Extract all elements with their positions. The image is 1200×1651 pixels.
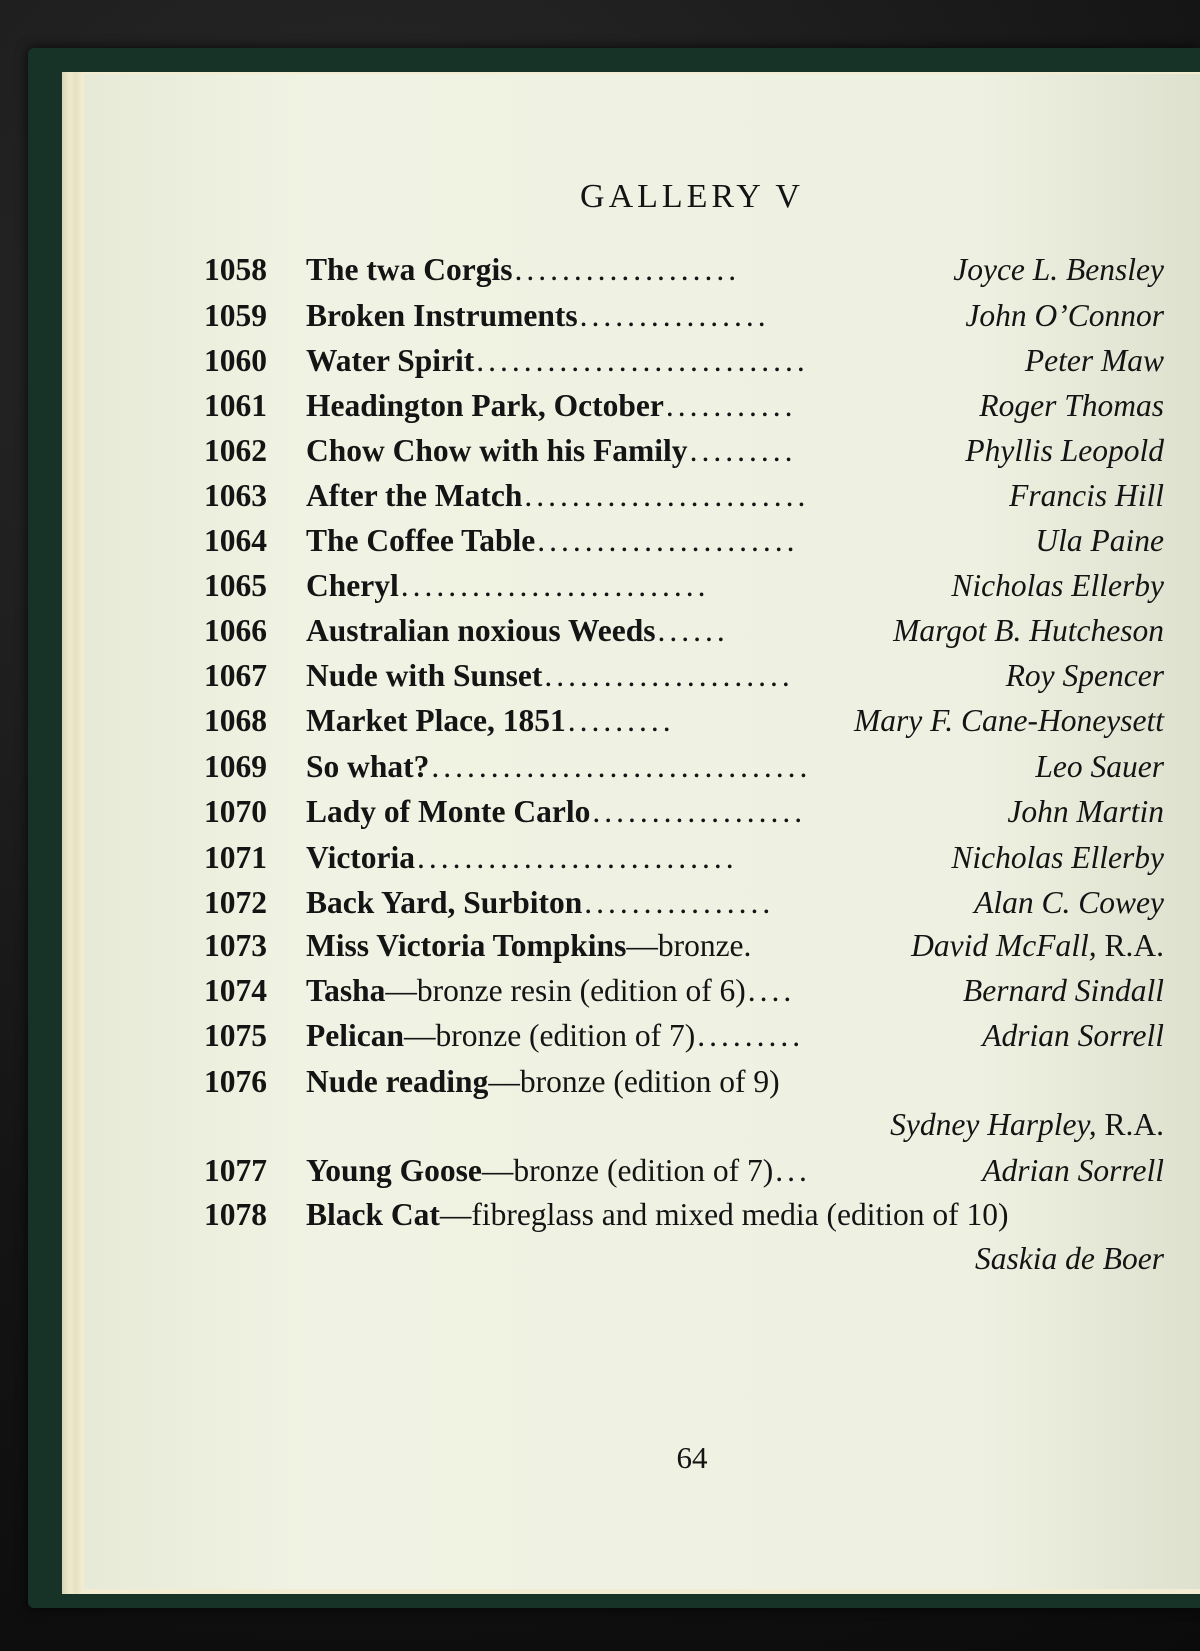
catalogue-entry [84, 341, 1200, 381]
catalogue-entry [84, 883, 1200, 923]
entry-artist: Bernard Sindall [963, 973, 1164, 1008]
catalogue-entry [84, 296, 1200, 336]
entry-artist: Roy Spencer [1005, 658, 1164, 693]
entry-number: 1060 [204, 343, 267, 378]
entry-title: Victoria [306, 840, 416, 875]
catalogue-entry [84, 1195, 1200, 1235]
entry-title: Headington Park, October [306, 388, 664, 423]
entry-number: 1076 [204, 1064, 267, 1099]
artist-honor: R.A. [1096, 928, 1164, 963]
entry-number: 1073 [204, 928, 267, 963]
entry-number: 1074 [204, 973, 267, 1008]
entry-number: 1063 [204, 478, 267, 513]
catalogue-entry [84, 1062, 1200, 1102]
page-heading: GALLERY V [580, 178, 804, 215]
catalogue-entry [84, 611, 1200, 651]
entry-title: Pelican [306, 1018, 404, 1053]
dot-leader: ................... [514, 252, 741, 287]
entry-title: Australian noxious Weeds [306, 613, 656, 648]
catalogue-entry [84, 747, 1200, 787]
catalogue-entry-continued [84, 1105, 1200, 1145]
entry-number: 1078 [204, 1197, 267, 1232]
entry-title: Miss Victoria Tompkins [306, 928, 627, 963]
entry-number: 1064 [204, 523, 267, 558]
entry-artist: John Martin [1007, 794, 1164, 829]
entry-title: Chow Chow with his Family [306, 433, 688, 468]
artist-honor: R.A. [1096, 1107, 1164, 1142]
entry-number: 1062 [204, 433, 267, 468]
entry-title: Market Place, 1851 [306, 703, 566, 738]
dot-leader: ......... [567, 703, 675, 738]
entry-title: Broken Instruments [306, 298, 578, 333]
entry-number: 1072 [204, 885, 267, 920]
entry-medium: —bronze (edition of 7) [481, 1153, 774, 1188]
entry-title: The twa Corgis [306, 252, 513, 287]
entry-artist: Alan C. Cowey [974, 885, 1164, 920]
catalogue-entry-continued [84, 1239, 1200, 1279]
dot-leader: ......... [689, 433, 797, 468]
entry-artist: Roger Thomas [979, 388, 1164, 423]
entry-title: So what? [306, 749, 430, 784]
entry-artist: Ula Paine [1035, 523, 1164, 558]
artist-name: David McFall, [911, 928, 1097, 963]
entry-artist: Francis Hill [1009, 478, 1164, 513]
entry-number: 1068 [204, 703, 267, 738]
dot-leader: ................ [579, 298, 770, 333]
entry-title: Cheryl [306, 568, 399, 603]
catalogue-entry [84, 701, 1200, 741]
dot-leader: ...................... [537, 523, 799, 558]
entry-artist: Nicholas Ellerby [951, 840, 1164, 875]
entry-artist: Margot B. Hutcheson [893, 613, 1164, 648]
entry-medium: —bronze resin (edition of 6) [385, 973, 746, 1008]
entry-artist: Phyllis Leopold [965, 433, 1164, 468]
catalogue-entry [84, 476, 1200, 516]
entry-artist [911, 926, 1164, 966]
book-page [84, 74, 1200, 1589]
dot-leader: ......... [697, 1018, 805, 1053]
dot-leader: .......................... [400, 568, 710, 603]
dot-leader: .................. [592, 794, 807, 829]
catalogue-entry [84, 386, 1200, 426]
catalogue-entry [84, 926, 1200, 966]
entry-artist: Joyce L. Bensley [953, 252, 1164, 287]
entry-title: Water Spirit [306, 343, 475, 378]
entry-number: 1070 [204, 794, 267, 829]
entry-artist: Nicholas Ellerby [951, 568, 1164, 603]
entry-number: 1067 [204, 658, 267, 693]
entry-artist: John O’Connor [965, 298, 1164, 333]
dot-leader: ........... [665, 388, 797, 423]
entry-number: 1066 [204, 613, 267, 648]
artist-name: Sydney Harpley, [890, 1107, 1097, 1142]
dot-leader: .... [747, 973, 796, 1008]
entry-title: The Coffee Table [306, 523, 536, 558]
entry-artist: Adrian Sorrell [982, 1018, 1164, 1053]
dot-leader: ... [775, 1153, 811, 1188]
page-number: 64 [676, 1440, 708, 1475]
entry-medium: —bronze. [626, 928, 752, 963]
dot-leader: ..................... [544, 658, 794, 693]
entry-number: 1065 [204, 568, 267, 603]
dot-leader: ........................... [417, 840, 738, 875]
entry-artist: Leo Sauer [1035, 749, 1164, 784]
entry-number: 1077 [204, 1153, 267, 1188]
entry-title: Nude reading [306, 1064, 489, 1099]
entry-artist: Saskia de Boer [975, 1241, 1164, 1276]
catalogue-entry [84, 521, 1200, 561]
dot-leader: ........................ [524, 478, 810, 513]
catalogue-entry [84, 838, 1200, 878]
entry-artist: Peter Maw [1024, 343, 1164, 378]
catalogue-entry [84, 250, 1200, 290]
entry-medium: —bronze (edition of 7) [403, 1018, 696, 1053]
dot-leader: ................................ [431, 749, 812, 784]
entry-number: 1059 [204, 298, 267, 333]
entry-number: 1069 [204, 749, 267, 784]
dot-leader: ............................ [476, 343, 809, 378]
catalogue-entry [84, 792, 1200, 832]
entry-medium: —bronze (edition of 9) [488, 1064, 780, 1099]
entry-title: Lady of Monte Carlo [306, 794, 591, 829]
dot-leader: ...... [657, 613, 729, 648]
catalogue-entry [84, 431, 1200, 471]
entry-title: Back Yard, Surbiton [306, 885, 583, 920]
entry-title: After the Match [306, 478, 523, 513]
entry-artist: Mary F. Cane-Honeysett [854, 703, 1164, 738]
entry-number: 1061 [204, 388, 267, 423]
entry-title: Black Cat [306, 1197, 440, 1232]
catalogue-entry [84, 1151, 1200, 1191]
catalogue-entry [84, 971, 1200, 1011]
entry-medium: —fibreglass and mixed media (edition of 10) [439, 1197, 1009, 1232]
entry-title: Nude with Sunset [306, 658, 543, 693]
entry-title: Tasha [306, 973, 386, 1008]
catalogue-entry [84, 1016, 1200, 1056]
entry-artist [890, 1105, 1164, 1145]
entry-title: Young Goose [306, 1153, 482, 1188]
catalogue-entry [84, 566, 1200, 606]
entry-number: 1075 [204, 1018, 267, 1053]
entry-artist: Adrian Sorrell [982, 1153, 1164, 1188]
entry-number: 1071 [204, 840, 267, 875]
catalogue-entry [84, 656, 1200, 696]
entry-number: 1058 [204, 252, 267, 287]
dot-leader: ................ [584, 885, 775, 920]
